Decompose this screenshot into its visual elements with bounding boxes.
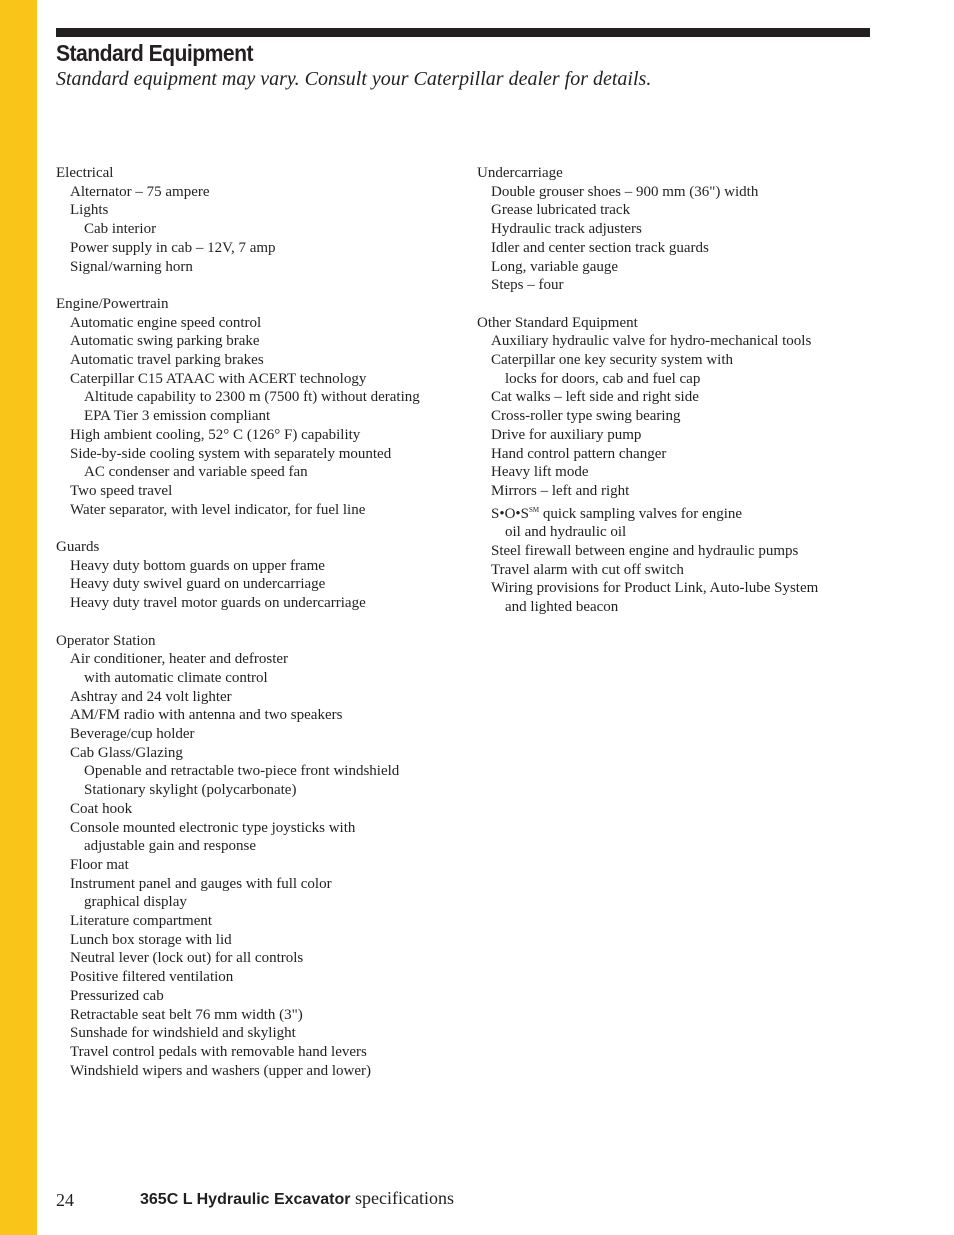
equipment-item: Travel alarm with cut off switch — [491, 561, 684, 578]
equipment-item: Automatic swing parking brake — [70, 333, 260, 350]
footer-model: 365C L Hydraulic Excavator — [140, 1191, 351, 1208]
item-text-cont: quick sampling valves for engine — [539, 505, 743, 522]
equipment-item: Beverage/cup holder — [70, 726, 195, 743]
equipment-item: Alternator – 75 ampere — [70, 183, 210, 200]
equipment-item: Signal/warning horn — [70, 258, 193, 275]
equipment-item: adjustable gain and response — [84, 838, 257, 855]
equipment-item: Literature compartment — [70, 913, 213, 930]
equipment-item: AC condenser and variable speed fan — [84, 464, 308, 481]
equipment-section — [477, 314, 857, 617]
equipment-item: Auxiliary hydraulic valve for hydro-mechanical tools — [491, 333, 812, 350]
equipment-item: Positive filtered ventilation — [70, 969, 234, 986]
equipment-item: Side-by-side cooling system with separately mounted — [70, 445, 392, 462]
equipment-section — [56, 632, 456, 1081]
section-heading: Guards — [56, 539, 100, 556]
section-heading: Electrical — [56, 165, 114, 181]
equipment-item: Cross-roller type swing bearing — [491, 408, 681, 425]
equipment-item: locks for doors, cab and fuel cap — [505, 370, 701, 387]
section-heading: Undercarriage — [477, 165, 563, 181]
section-heading: Operator Station — [56, 632, 156, 649]
equipment-item: Lights — [70, 202, 109, 219]
equipment-item: Power supply in cab – 12V, 7 amp — [70, 239, 276, 256]
equipment-item: Pressurized cab — [70, 987, 164, 1004]
item-text: S•O•S — [491, 505, 530, 522]
equipment-item: Heavy duty bottom guards on upper frame — [70, 557, 325, 574]
equipment-item: Sunshade for windshield and skylight — [70, 1025, 296, 1042]
equipment-section — [56, 164, 456, 276]
equipment-item: with automatic climate control — [84, 669, 268, 686]
equipment-item: Caterpillar one key security system with — [491, 352, 734, 369]
equipment-item: Instrument panel and gauges with full color — [70, 875, 332, 892]
header-rule — [56, 28, 870, 37]
equipment-item: AM/FM radio with antenna and two speakers — [70, 707, 343, 724]
equipment-item: Cab interior — [84, 221, 157, 238]
equipment-item: Heavy duty travel motor guards on undercarriage — [70, 595, 366, 612]
equipment-item: Air conditioner, heater and defroster — [70, 651, 289, 668]
equipment-item: Lunch box storage with lid — [70, 931, 232, 948]
footer-title — [140, 1188, 454, 1209]
equipment-item: Two speed travel — [70, 482, 173, 499]
equipment-item — [477, 501, 857, 524]
equipment-item: Drive for auxiliary pump — [491, 426, 642, 443]
equipment-item: Double grouser shoes – 900 mm (36") width — [491, 183, 759, 200]
footer-suffix: specifications — [354, 1188, 454, 1208]
equipment-item: Hydraulic track adjusters — [491, 221, 642, 238]
equipment-item: graphical display — [84, 894, 187, 911]
equipment-item: EPA Tier 3 emission compliant — [84, 408, 271, 425]
equipment-item: Floor mat — [70, 856, 129, 873]
equipment-item: Long, variable gauge — [491, 258, 619, 275]
equipment-item: Heavy duty swivel guard on undercarriage — [70, 576, 326, 593]
equipment-item: Neutral lever (lock out) for all controls — [70, 950, 304, 967]
page-number: 24 — [56, 1190, 74, 1210]
equipment-item: Cat walks – left side and right side — [491, 389, 699, 406]
section-heading: Engine/Powertrain — [56, 295, 169, 312]
page-subtitle: Standard equipment may vary. Consult your Caterpillar dealer for details. — [56, 68, 652, 90]
equipment-item: Heavy lift mode — [491, 464, 589, 481]
equipment-item: High ambient cooling, 52° C (126° F) capability — [70, 426, 361, 443]
page-title: Standard Equipment — [56, 40, 253, 66]
equipment-item: Mirrors – left and right — [491, 482, 630, 499]
equipment-item: oil and hydraulic oil — [505, 524, 627, 541]
right-column — [477, 164, 857, 617]
equipment-item: Stationary skylight (polycarbonate) — [84, 782, 297, 799]
equipment-item: Hand control pattern changer — [491, 445, 667, 462]
equipment-section — [477, 164, 857, 295]
equipment-item: Retractable seat belt 76 mm width (3") — [70, 1006, 303, 1023]
equipment-section — [56, 295, 456, 519]
equipment-item: Water separator, with level indicator, for fuel line — [70, 501, 366, 518]
equipment-item: Altitude capability to 2300 m (7500 ft) without derating — [84, 389, 420, 406]
equipment-item: Openable and retractable two-piece front windshield — [84, 763, 400, 780]
equipment-item: Idler and center section track guards — [491, 239, 709, 256]
equipment-item: Windshield wipers and washers (upper and lower) — [70, 1062, 371, 1079]
equipment-item: Travel control pedals with removable hand levers — [70, 1044, 367, 1060]
equipment-section — [56, 538, 456, 613]
equipment-item: and lighted beacon — [505, 599, 619, 616]
equipment-item: Grease lubricated track — [491, 202, 631, 219]
section-heading: Other Standard Equipment — [477, 314, 638, 331]
service-mark: SM — [529, 505, 540, 514]
equipment-item: Ashtray and 24 volt lighter — [70, 688, 232, 705]
equipment-item: Automatic travel parking brakes — [70, 352, 264, 369]
equipment-item: Wiring provisions for Product Link, Auto-lube System — [491, 580, 819, 597]
equipment-item: Console mounted electronic type joysticks with — [70, 819, 356, 836]
equipment-item: Coat hook — [70, 800, 133, 817]
equipment-item: Cab Glass/Glazing — [70, 744, 183, 761]
equipment-item: Automatic engine speed control — [70, 314, 262, 331]
yellow-side-bar — [0, 0, 37, 1235]
equipment-item: Steel firewall between engine and hydraulic pumps — [491, 543, 799, 560]
left-column — [56, 164, 456, 1080]
equipment-item: Steps – four — [491, 277, 564, 294]
equipment-item: Caterpillar C15 ATAAC with ACERT technology — [70, 370, 367, 387]
